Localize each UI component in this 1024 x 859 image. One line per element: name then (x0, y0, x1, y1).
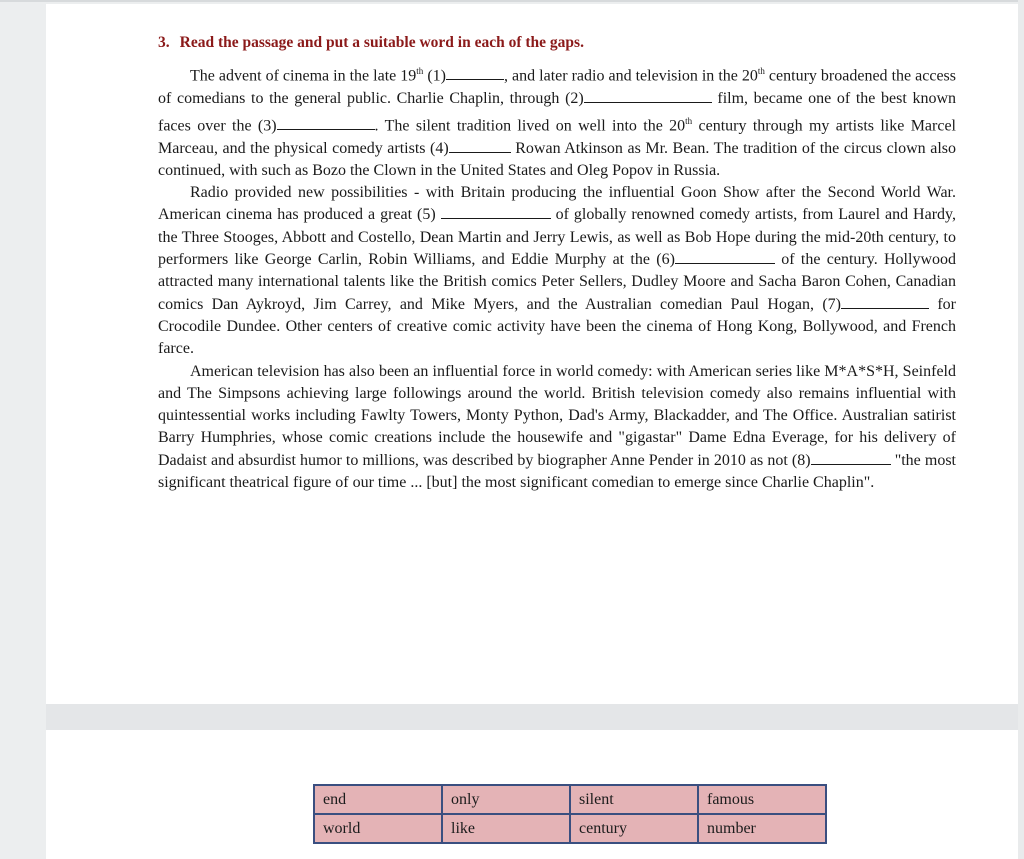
text: Rowan Atkinson as Mr. Bean. The tradition of the circus clown also continued, with such as Bozo the Clown in the United States and Oleg Popov in Russia. (158, 139, 956, 179)
word-cell: century (570, 814, 698, 843)
paragraph-1 (158, 60, 956, 182)
gap-2[interactable] (584, 88, 712, 103)
gap-1[interactable] (446, 65, 504, 80)
paragraph-2 (158, 182, 956, 360)
superscript: th (685, 115, 693, 126)
word-cell: end (314, 785, 442, 814)
text: of globally renowned comedy artists, from Laurel and Hardy, the Three Stooges, Abbott and Costello, Dean Martin and Jerry Lewis, as well as Bob Hope during the mid-20th century, to performers like George Carlin, Robin Williams, and Eddie Murphy at the (6) (158, 206, 956, 269)
word-cell: number (698, 814, 826, 843)
gap-4[interactable] (449, 138, 511, 153)
text: American television has also been an influential force in world comedy: with American series like M*A*S*H, Seinfeld and The Simpsons achieving large followings around the world. British television comedy also remains influential with quintessential works including Fawlty Towers, Monty Python, Dad's Army, Blackadder, and The Office. Australian satirist Barry Humphries, whose comic creations include the housewife and "gigastar" Dame Edna Everage, for his delivery of Dadaist and absurdist humor to millions, was described by biographer Anne Pender in 2010 as not (8) (158, 362, 956, 469)
word-cell: only (442, 785, 570, 814)
exercise-instruction: Read the passage and put a suitable word in each of the gaps. (179, 34, 584, 51)
text: film, became one of the best known faces over the (3) (158, 89, 957, 135)
gap-6[interactable] (675, 249, 775, 264)
superscript: th (416, 66, 424, 76)
table-row (314, 814, 826, 843)
gap-7[interactable] (841, 294, 929, 309)
exercise-heading (158, 34, 956, 52)
text: . The silent tradition lived on well into the 20 (374, 117, 686, 135)
gap-3[interactable] (277, 115, 375, 130)
text: Radio provided new possibilities - with Britain producing the influential Goon Show after the Second World War. American cinema has produced a great (5) (158, 184, 956, 224)
table-row (314, 785, 826, 814)
text: "the most significant theatrical figure of our time ... [but] the most significant comedian to emerge since Charlie Chaplin". (158, 451, 956, 491)
gap-5[interactable] (441, 204, 551, 219)
text: century broadened the access of comedians to the general public. Charlie Chaplin, through (2) (158, 67, 957, 107)
gap-8[interactable] (811, 450, 891, 465)
paragraph-3 (158, 361, 956, 495)
superscript: th (757, 66, 765, 76)
word-cell: like (442, 814, 570, 843)
text: (1) (423, 67, 446, 85)
text: for Crocodile Dundee. Other centers of creative comic activity have been the cinema of Hong Kong, Bollywood, and French farce. (158, 295, 956, 358)
word-cell: world (314, 814, 442, 843)
exercise-content (158, 34, 956, 494)
word-bank-table (313, 784, 827, 844)
text: century through my artists like Marcel Marceau, and the physical comedy artists (4) (158, 117, 956, 157)
word-cell: famous (698, 785, 826, 814)
word-bank (313, 784, 827, 844)
scroll-edge (1018, 0, 1024, 859)
exercise-number: 3. (158, 34, 170, 51)
text: of the century. Hollywood attracted many international talents like the British comics Peter Sellers, Dudley Moore and Sacha Baron Cohen, Canadian comics Dan Aykroyd, Jim Carrey, and Mike Myers, and the Australian comedian Paul Hogan, (7) (158, 251, 957, 313)
word-cell: silent (570, 785, 698, 814)
text: , and later radio and television in the 20 (504, 67, 758, 85)
top-border (0, 0, 1024, 2)
text: The advent of cinema in the late 19 (190, 67, 417, 85)
page-gap (46, 704, 1024, 730)
